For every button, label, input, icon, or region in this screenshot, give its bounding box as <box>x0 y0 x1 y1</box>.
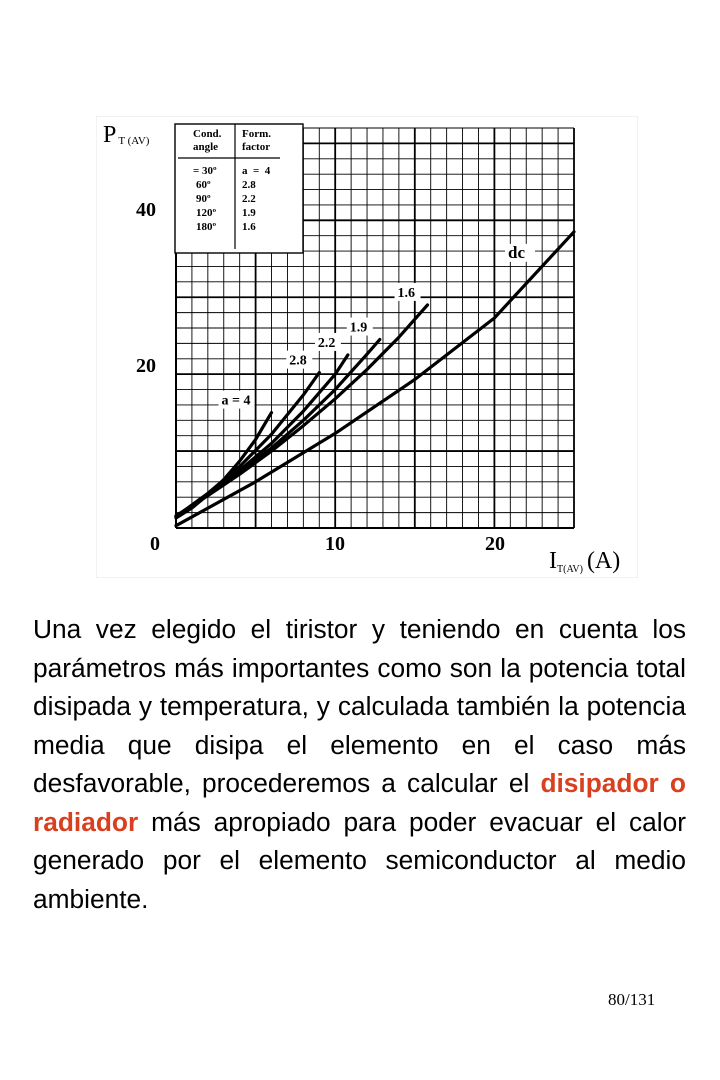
chart-figure <box>96 116 638 578</box>
series-label-3: 1.9 <box>349 320 368 336</box>
legend-row-factor-2: 2.2 <box>242 193 256 205</box>
y-tick-label-40: 40 <box>136 199 156 221</box>
body-paragraph <box>33 610 686 918</box>
legend-row-factor-1: 2.8 <box>242 179 256 191</box>
legend-table <box>175 124 303 253</box>
series-label-5: dc <box>508 242 525 262</box>
legend-row-factor-4: 1.6 <box>242 221 256 233</box>
series-label-0: a = 4 <box>221 393 251 409</box>
legend-row-angle-4: 180º <box>196 221 217 233</box>
y-axis-label-main: P <box>103 122 117 148</box>
series-label-1: 2.8 <box>289 353 307 369</box>
legend-header-form: Form. <box>242 128 272 140</box>
legend-row-angle-1: 60º <box>196 179 211 191</box>
paragraph-text-before: Una vez elegido el tiristor y teniendo en cuenta los parámetros más importantes como son la potencia total disipada y temperatura, y calculada también la potencia media que disipa el elemento en el caso más desfavorable, procederemos a calcular el <box>33 614 686 798</box>
legend-row-factor-3: 1.9 <box>242 207 256 219</box>
x-axis-label-main: I <box>549 548 557 574</box>
page-number: 80/131 <box>608 990 656 1009</box>
power-dissipation-chart <box>96 116 638 578</box>
legend-row-angle-0: = 30º <box>193 165 217 177</box>
legend-header-angle: angle <box>193 141 219 153</box>
legend-row-factor-0: a = 4 <box>242 165 271 177</box>
x-axis-label-sub: T(AV) <box>557 564 583 575</box>
series-label-4: 1.6 <box>397 285 416 301</box>
legend-row-angle-3: 120º <box>196 207 217 219</box>
legend-row-angle-2: 90º <box>196 193 211 205</box>
paragraph-text-after: más apropiado para poder evacuar el calor generado por el elemento semiconductor al medio ambiente. <box>33 806 686 914</box>
y-tick-label-20: 20 <box>136 355 156 377</box>
x-axis-label-unit: (A) <box>586 548 621 574</box>
x-tick-label-0: 0 <box>150 533 160 555</box>
y-axis-label-sub: T (AV) <box>118 135 150 147</box>
x-tick-label-20: 20 <box>485 533 505 555</box>
x-tick-label-10: 10 <box>325 533 345 555</box>
legend-header-cond: Cond. <box>193 128 222 140</box>
highlighted-term: disipador o radiador <box>33 768 686 837</box>
series-label-2: 2.2 <box>317 335 336 351</box>
legend-header-factor: factor <box>242 141 271 153</box>
